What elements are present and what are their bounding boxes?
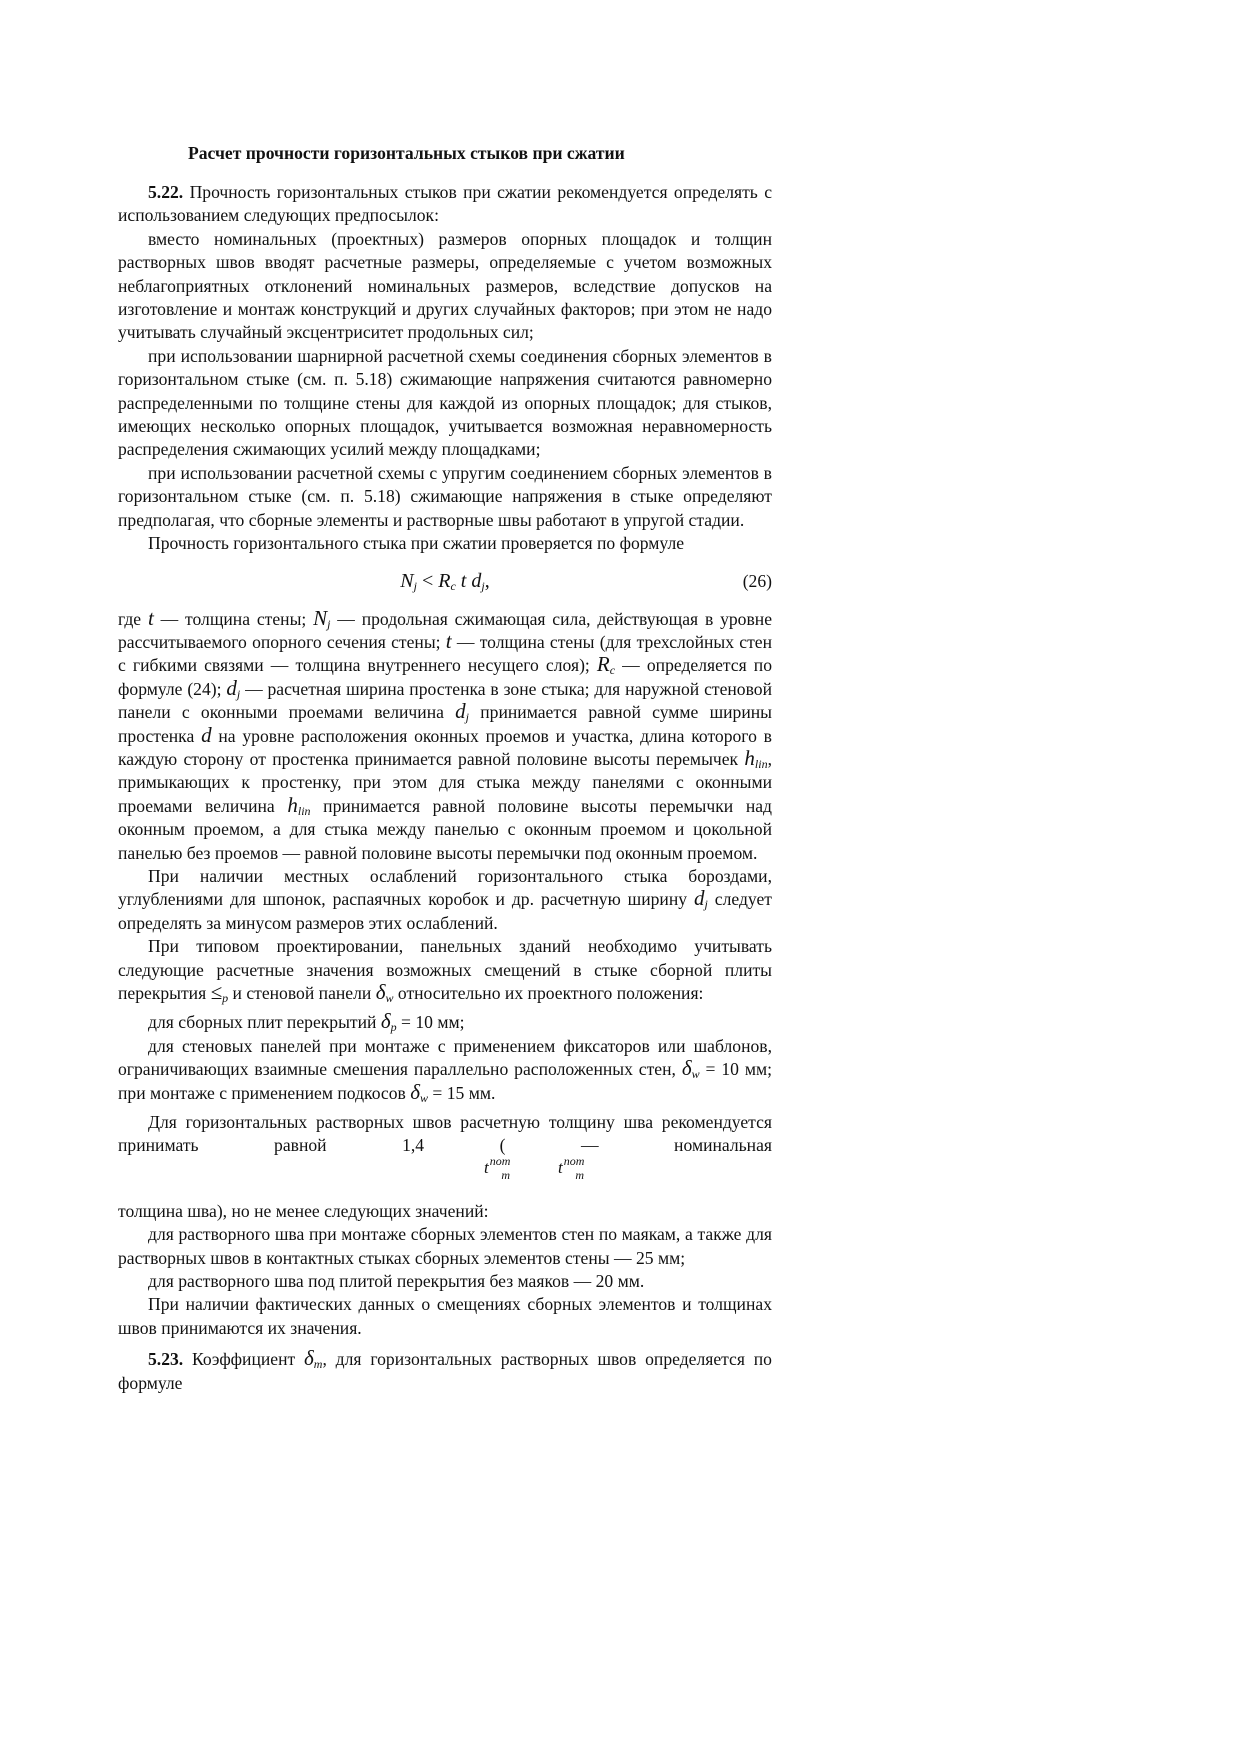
clause-number: 5.23. — [148, 1349, 184, 1370]
paragraph-where — [118, 605, 773, 865]
var: δ — [380, 1009, 391, 1034]
text: — определяется по формуле (24); — [118, 655, 773, 699]
paragraph-5-23 — [118, 1348, 772, 1395]
document-page — [118, 142, 772, 1395]
sup: nom — [489, 1153, 511, 1168]
text: на уровне расположения оконных проемов и участка, длина которого в каждую сторону от простенка принимается равной половине высоты перемычек — [118, 725, 772, 769]
formula-var: R — [438, 569, 451, 592]
paragraph-text: Прочность горизонтальных стыков при сжатии рекомендуется определять с использованием следующих предпосылок: — [118, 182, 772, 226]
text: — толщина стены; — [153, 608, 314, 629]
paragraph-wall-panels — [118, 1035, 772, 1105]
text: , примыкающих к простенку, при этом для стыка между панелями с оконными проемами величина — [118, 748, 772, 816]
nominal-thickness-symbols — [118, 1153, 772, 1200]
tm-nom-1 — [484, 1153, 518, 1182]
text: При наличии местных ослаблений горизонтального стыка бороздами, углублениями для шпонок, распаячных коробок и др. расчетную ширину — [118, 865, 772, 910]
var: δ — [410, 1079, 421, 1104]
text: принимается равной сумме ширины простенка — [118, 702, 772, 746]
sub: j — [465, 710, 469, 725]
text: и стеновой панели — [228, 983, 376, 1003]
text: — расчетная ширина простенка в зоне стыка; для наружной стеновой панели с оконными проемами величина — [118, 678, 772, 723]
var: h — [744, 745, 755, 770]
text: — продольная сжимающая сила, действующая в уровне рассчитываемого опорного сечения стены; — [118, 608, 773, 652]
paragraph-actual-data: При наличии фактических данных о смещениях сборных элементов и толщинах швов принимаются их значения. — [118, 1294, 772, 1338]
formula-26 — [118, 568, 772, 594]
var: d — [455, 699, 466, 724]
var: d — [694, 886, 705, 911]
sub: j — [327, 616, 331, 631]
sub: lin — [754, 756, 768, 771]
sub: p — [390, 1020, 397, 1035]
sub: c — [609, 663, 616, 678]
paragraph-local-weakenings — [118, 865, 772, 935]
var: t — [558, 1157, 563, 1177]
var: t — [484, 1157, 489, 1177]
sub: w — [420, 1090, 429, 1105]
formula-number: (26) — [742, 570, 772, 591]
var: d — [201, 722, 212, 747]
var: δ — [681, 1056, 692, 1081]
paragraph-slabs — [118, 1011, 772, 1034]
paragraph-joint-thickness-cont: толщина шва), но не менее следующих значений: — [118, 1200, 489, 1221]
text: для стеновых панелей при монтаже с применением фиксаторов или шаблонов, ограничивающих взаимные смешения параллельно расположенных стен, — [118, 1035, 772, 1080]
text: где — [118, 608, 148, 629]
formula-var: t — [460, 569, 467, 592]
var: N — [313, 605, 328, 630]
tm-nom-2 — [558, 1153, 592, 1182]
var: R — [596, 652, 610, 677]
var: d — [226, 675, 237, 700]
sub: w — [691, 1067, 700, 1082]
sub: j — [704, 897, 708, 912]
text: относительно их проектного положения: — [393, 983, 704, 1003]
formula-punct: , — [484, 569, 490, 592]
clause-number: 5.22. — [148, 182, 184, 202]
text: для сборных плит перекрытий — [148, 1012, 381, 1033]
paragraph-joint-thickness: Для горизонтальных растворных швов расчетную толщину шва рекомендуется принимать равной 1,4 ( — номинальная — [118, 1112, 772, 1156]
formula-sub: j — [413, 578, 417, 593]
text: При типовом проектировании, панельных зданий необходимо учитывать следующие расчетные значения возможных смещений в стыке сборной плиты перекрытия — [118, 936, 772, 1003]
sub: w — [385, 991, 394, 1005]
text: = 10 мм; — [396, 1012, 465, 1033]
formula-var: N — [400, 569, 414, 592]
var: δ — [304, 1346, 314, 1371]
var: t — [147, 605, 154, 630]
var: ≤ — [210, 980, 223, 1004]
sub: lin — [297, 803, 311, 818]
text: — толщина стены (для трехслойных стен с гибкими связями — толщина внутреннего несущего слоя); — [118, 631, 772, 676]
sub: m — [313, 1357, 323, 1372]
var: δ — [375, 980, 386, 1004]
sub: m — [575, 1167, 585, 1182]
paragraph-typical-design — [118, 935, 772, 1005]
sub: p — [222, 991, 229, 1005]
paragraph-mortar-beacons: для растворного шва при монтаже сборных элементов стен по маякам, а также для растворных швов в контактных стыках сборных элементов стены — 25 мм; — [118, 1224, 772, 1268]
text: Коэффициент — [183, 1349, 305, 1370]
text: , для горизонтальных растворных швов определяется по формуле — [118, 1349, 772, 1393]
text: = 10 мм; при монтаже с применением подкосов — [118, 1059, 772, 1103]
paragraph-hinged-scheme: при использовании шарнирной расчетной схемы соединения сборных элементов в горизонтальном стыке (см. п. 5.18) сжимающие напряжения считаются равномерно распределенными по толщине стены для каждой из опорных площадок; для стыков, имеющих несколько опорных площадок, учитывается возможная неравномерность распределения сжимающих усилий между площадками; — [118, 345, 772, 460]
sub: m — [501, 1167, 511, 1182]
text: принимается равной половине высоты перемычки над оконным проемом, а для стыка между панелью с оконным проемом и цокольной панелью без проемов — равной половине высоты перемычки под оконным проемом. — [118, 795, 772, 863]
sup: nom — [563, 1153, 585, 1168]
var: t — [445, 628, 452, 653]
text: следует определять за минусом размеров этих ослаблений. — [118, 889, 772, 933]
formula-var: d — [471, 569, 482, 592]
formula-sub: j — [481, 578, 485, 593]
sub: j — [236, 686, 241, 701]
paragraph-mortar-no-beacons: для растворного шва под плитой перекрытия без маяков — 20 мм. — [148, 1271, 645, 1292]
formula-sub: c — [450, 578, 456, 593]
text: = 15 мм. — [428, 1082, 496, 1103]
paragraph-strength-check: Прочность горизонтального стыка при сжатии проверяется по формуле — [148, 533, 685, 554]
formula-operator: < — [421, 569, 434, 592]
paragraph-elastic-scheme: при использовании расчетной схемы с упругим соединением сборных элементов в горизонтальном стыке (см. п. 5.18) сжимающие напряжения в стыке определяют предполагая, что сборные элементы и растворные швы работают в упругой стадии. — [118, 462, 772, 530]
var: h — [287, 792, 298, 817]
paragraph-5-22 — [118, 181, 772, 228]
section-heading: Расчет прочности горизонтальных стыков при сжатии — [188, 143, 625, 163]
paragraph-nominal-sizes: вместо номинальных (проектных) размеров опорных площадок и толщин растворных швов вводят расчетные размеры, определяемые с учетом возможных неблагоприятных отклонений номинальных размеров, вследствие допусков на изготовление и монтаж конструкций и других случайных факторов; при этом не надо учитывать случайный эксцентриситет продольных сил; — [118, 228, 772, 343]
